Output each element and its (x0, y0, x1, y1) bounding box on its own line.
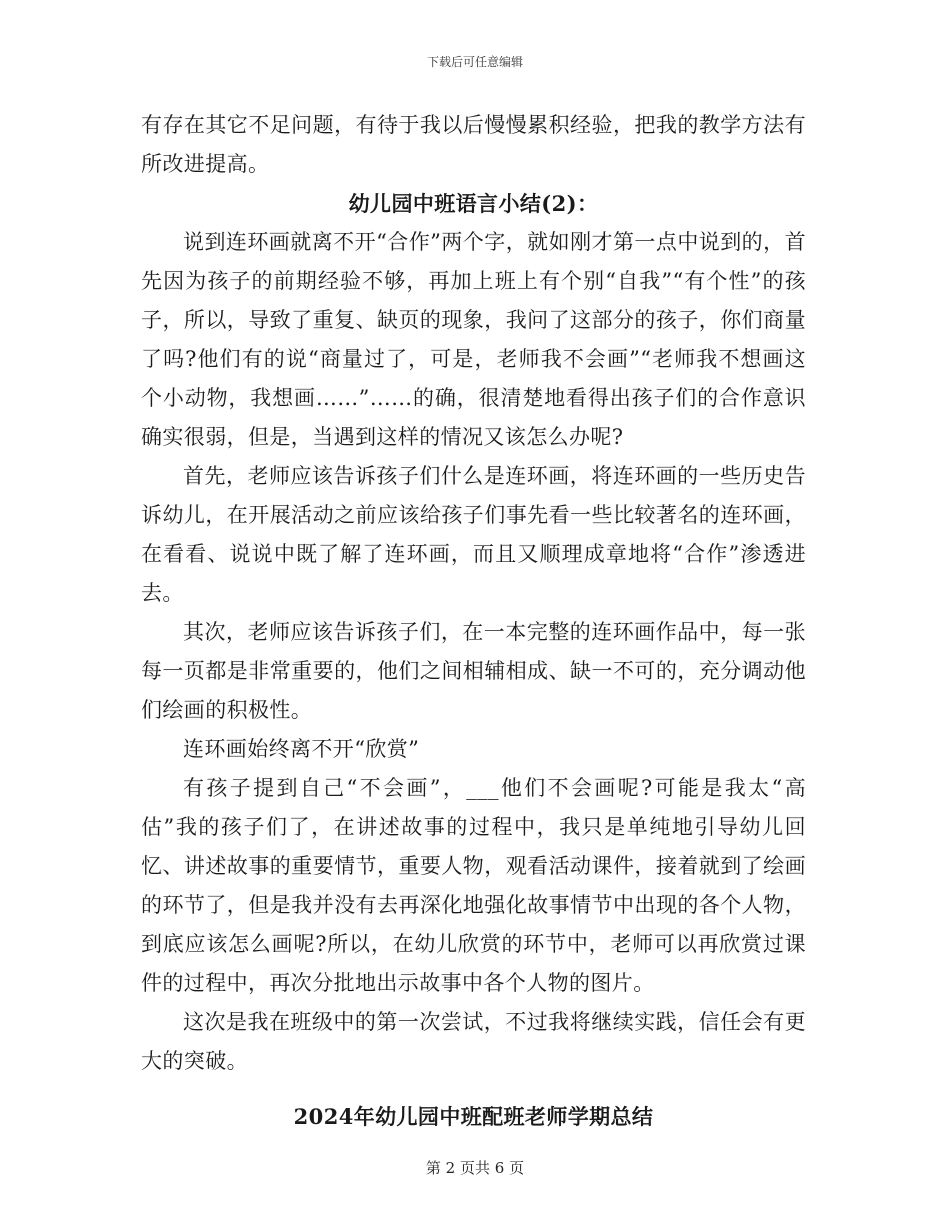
paragraph: 说到连环画就离不开“合作”两个字，就如刚才第一点中说到的，首先因为孩子的前期经验不够，再加上班上有个别“自我”“有个性”的孩子，所以，导致了重复、缺页的现象，我问了这部分的孩子，你们商量了吗?他们有的说“商量过了，可是，老师我不会画”“老师我不想画这个小动物，我想画……”……的确，很清楚地看得出孩子们的合作意识确实很弱，但是，当遇到这样的情况又该怎么办呢? (141, 230, 806, 449)
page-header: 下载后可任意编辑 (426, 55, 523, 69)
subheading-paragraph: 连环画始终离不开“欣赏” (183, 737, 420, 761)
paragraph: 这次是我在班级中的第一次尝试，不过我将继续实践，信任会有更大的突破。 (141, 1010, 806, 1073)
paragraph: 有孩子提到自己“不会画”，___他们不会画呢?可能是我太“高估”我的孩子们了，在讲述故事的过程中，我只是单纯地引导幼儿回忆、讲述故事的重要情节，重要人物，观看活动课件，接着就到了绘画的环节了，但是我并没有去再深化地强化故事情节中出现的各个人物，到底应该怎么画呢?所以，在幼儿欣赏的环节中，老师可以再欣赏过课件的过程中，再次分批地出示故事中各个人物的图片。 (141, 776, 806, 995)
paragraph: 首先，老师应该告诉孩子们什么是连环画，将连环画的一些历史告诉幼儿，在开展活动之前应该给孩子们事先看一些比较著名的连环画，在看看、说说中既了解了连环画，而且又顺理成章地将“合作”渗透进去。 (141, 464, 806, 605)
paragraph-continuation: 有存在其它不足问题，有待于我以后慢慢累积经验，把我的教学方法有所改进提高。 (141, 113, 806, 176)
section-title: 幼儿园中班语言小结(2)： (348, 191, 599, 216)
document-title: 2024年幼儿园中班配班老师学期总结 (293, 1104, 654, 1129)
page-footer: 第 2 页共 6 页 (425, 1159, 525, 1177)
paragraph: 其次，老师应该告诉孩子们，在一本完整的连环画作品中，每一张每一页都是非常重要的，他们之间相辅相成、缺一不可的，充分调动他们绘画的积极性。 (141, 620, 806, 722)
document-body (141, 106, 806, 1136)
